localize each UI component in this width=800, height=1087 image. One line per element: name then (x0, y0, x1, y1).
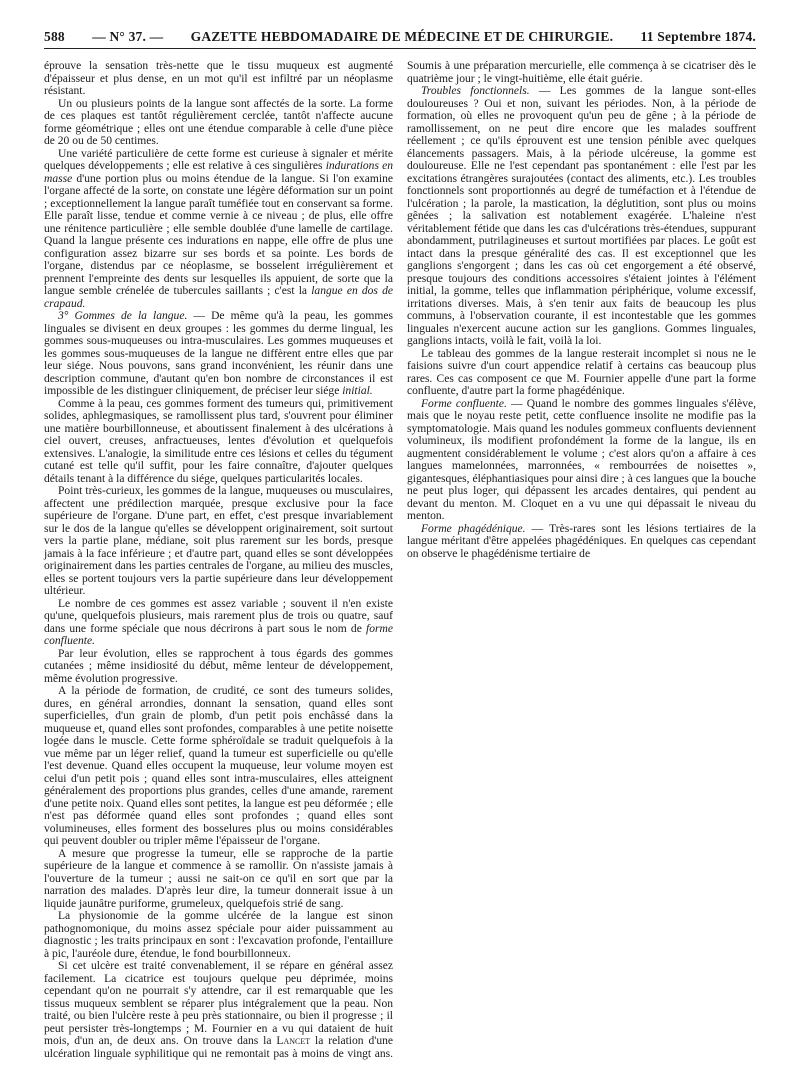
paragraph: Forme confluente. — Quand le nombre des gommes linguales s'élève, mais que le noyau reste petit, cette confluence insolite ne modifie pas la symptomatologie. Mais quand les nodules gommeux confluents deviennent volumineux, ils modifient profondément la forme de la langue, ils en augmentent considérablement le volume ; c'est alors qu'on a affaire à ces langues mamelonnées, marronnées, « rembourrées de noisettes », gigantesques, éléphantiasiques pour ainsi dire ; à ces langues que la bouche ne peut plus loger, qui dépassent les arcades dentaires, qui pendent au devant du menton. M. Cloquet en a vu une qui dépassait le niveau du menton. (407, 397, 756, 522)
section-heading: 3° Gommes de la langue. (58, 310, 188, 322)
article-body (44, 60, 756, 1070)
paragraph: La physionomie de la gomme ulcérée de la langue est sinon pathognomonique, du moins assez spéciale pour aider puissamment au diagnostic ; les traits principaux en sont : l'excavation profonde, l'entaillure à pic, l'auréole dure, étendue, le fond bourbillonneux. (44, 910, 393, 960)
paragraph: Le tableau des gommes de la langue resterait incomplet si nous ne le faisions suivre d'un court appendice relatif à certains cas beaucoup plus rares. Ces cas composent ce que M. Fournier appelle d'une part la forme confluente, d'autre part la forme phagédénique. (407, 347, 756, 397)
header-rule (44, 48, 756, 49)
paragraph: Une variété particulière de cette forme est curieuse à signaler et mérite quelques développements ; elle est relative à ces singulières indurations en masse d'une portion plus ou moins étendue de la langue. Si l'on examine l'organe affecté de la sorte, on constate une légère déformation sur un point ; exceptionnellement la langue paraît tuméfiée tout en conservant sa forme. Elle paraît lisse, tendue et comme vernie à ce niveau ; de plus, elle offre une rénitence particulière ; elle semble doublée d'une lamelle de cartilage. Quand la langue présente ces indurations en nappe, elle offre de plus une configuration assez bizarre sur ses bords et sa pointe. Les bords de l'organe, distendus par ce néoplasme, se bosselent irrégulièrement et prennent l'empreinte des dents sur lesquelles ils appuient, de sorte que la langue semble crénelée de tubercules saillants ; c'est la langue en dos de crapaud. (44, 147, 393, 310)
section-heading: Forme phagédénique. (421, 522, 526, 535)
paragraph: A mesure que progresse la tumeur, elle se rapproche de la partie supérieure de la langue et commence à se ramollir. On n'assiste jamais à l'ouverture de la tumeur ; aussi ne sait-on ce qu'il en sort que par la narration des malades. D'après leur dire, la tumeur donnerait issue à un liquide jaunâtre puriforme, grumeleux, quelquefois strié de sang. (44, 847, 393, 910)
journal-title: GAZETTE HEBDOMADAIRE DE MÉDECINE ET DE CHIRURGIE. (190, 29, 614, 44)
paragraph: 3° Gommes de la langue. — De même qu'à la peau, les gommes linguales se divisent en deux groupes : les gommes du derme lingual, les gommes sous-muqueuses ou intra-musculaires. Les gommes muqueuses et les gommes sous-muqueuses de la langue ne diffèrent entre elles que par leur siége. Nous pouvons, sans grand inconvénient, les réunir dans une description commune, d'autant qu'en bon nombre de circonstances il est impossible de les distinguer cliniquement, de préciser leur siége initial. (44, 310, 393, 397)
issue-number: — N° 37. — (92, 29, 164, 44)
paragraph: Un ou plusieurs points de la langue sont affectés de la sorte. La forme de ces plaques est tantôt régulièrement cerclée, tantôt n'affecte aucune forme géométrique ; elles ont une étendue comparable à celle d'une pièce de 20 ou de 50 centimes. (44, 97, 393, 147)
page-number: 588 (44, 29, 65, 44)
running-header (44, 27, 756, 47)
issue-date: 11 Septembre 1874. (640, 29, 756, 44)
paragraph: A la période de formation, de crudité, ce sont des tumeurs solides, dures, en général arrondies, donnant la sensation, quand elles sont superficielles, d'un grain de plomb, d'un petit pois enchâssé dans la muqueuse et, quand elles sont profondes, comparables à une petite noisette logée dans le muscle. Cette forme sphéroïdale se traduit quelquefois à la vue même par un léger relief, quand la tumeur est superficielle ou qu'elle l'est devenue. Quand elles occupent la muqueuse, leur volume moyen est celui d'un petit pois ; quand elles sont intra-musculaires, elles atteignent généralement des proportions plus grandes, celles d'une amande, rarement d'une petite noix. Quand elles sont petites, la langue est peu déformée ; elle n'est pas déformée quand elles sont profondes ; quand elles sont volumineuses, elles forment des bosselures plus ou moins considérables qui peuvent doubler ou tripler même l'épaisseur de l'organe. (44, 685, 393, 847)
paragraph: Si cet ulcère est traité convenablement, il se répare en général assez facilement. La cicatrice est toujours quelque peu déprimée, moins cependant qu'on ne pourrait s'y attendre, car il est remarquable que les tissus muqueux semblent se réparer plus intégralement que la peau. Non traité, ou bien l'ulcère reste à peu près stationnaire, ou bien il progresse ; il peut persister très-longtemps ; M. Fournier en a vu qui dataient de huit mois, d'un an, de deux ans. On trouve dans la Lancet la relation d'une ulcération linguale syphilitique qui ne remontait pas à moins de vingt ans. Soumis à une préparation mercurielle, elle commença à se cicatriser dès le quatrième jour ; le vingt-huitième, elle était guérie. (44, 60, 756, 1060)
paragraph: Le nombre de ces gommes est assez variable ; souvent il n'en existe qu'une, quelquefois plusieurs, mais rarement plus de trois ou quatre, sauf dans une forme spéciale que nous décrirons à part sous le nom de forme confluente. (44, 597, 393, 647)
section-heading: Troubles fonctionnels. (421, 85, 530, 97)
paragraph: Point très-curieux, les gommes de la langue, muqueuses ou musculaires, affectent une prédilection marquée, presque exclusive pour la face supérieure de l'organe. D'une part, en effet, c'est presque invariablement sur le dos de la langue qu'elles se développent originairement, soit surtout vers la partie plane, médiane, soit plus rarement sur les bords, presque jamais à la face inférieure ; et d'autre part, quand elles se sont développées originairement dans les parties centrales de l'organe, au milieu des muscles, elles se portent toujours vers la partie supérieure dans leur développement ultérieur. (44, 485, 393, 597)
paragraph: Forme phagédénique. — Très-rares sont les lésions tertiaires de la langue méritant d'être appelées phagédéniques. En quelques cas cependant on observe le phagédénisme tertiaire de (407, 522, 756, 560)
paragraph: Troubles fonctionnels. — Les gommes de la langue sont-elles douloureuses ? Oui et non, suivant les périodes. Non, à la période de formation, où elles ne provoquent qu'un peu de gêne ; à la période de ramollissement, on ne peut dire encore que les malades souffrent réellement ; ce qu'ils éprouvent est une tension pénible avec quelques élancements passagers. Mais, à la période ulcéreuse, la gomme est douloureuse. Elle ne l'est cependant pas spontanément : elle l'est par les excitations étrangères surajoutées (contact des aliments, etc.). Les troubles fonctionnels sont proportionnés au degré de tuméfaction et à l'étendue de l'ulcération ; la parole, la mastication, la déglutition, sont plus ou moins gênées ; la salivation est notablement exagérée. L'haleine n'est véritablement fétide que dans les cas d'ulcérations très-étendues, suppurant abondamment, putrilagineuses et surtout mortifiées par places. Le goût est intact dans la presque généralité des cas. Il est exceptionnel que les ganglions s'engorgent ; dans les cas où cet engorgement a été observé, presque toujours des conditions accessoires s'étaient jointes à l'élément initial, la gomme, telles que inflammation périphérique, volume excessif, irritations diverses. Mais, à s'en tenir aux faits de beaucoup les plus communs, à l'observation courante, il est incontestable que les gommes linguales n'exercent aucune action sur les ganglions. Gommes linguales, ganglions intacts, voilà le fait, voilà la loi. (407, 85, 756, 347)
paragraph: Comme à la peau, ces gommes forment des tumeurs qui, primitivement solides, aphlegmasiques, se ramollissent plus tard, s'ouvrent pour éliminer une matière bourbillonneuse, et aboutissent finalement à des ulcérations à ciel ouvert, creuses, anfractueuses, lentes d'évolution et quelquefois extensives. L'analogie, la similitude entre ces lésions et celles du tégument cutané est telle qu'il suffit, pour les faire connaître, d'ajouter quelques détails tenant à la différence du siége, quelques particularités locales. (44, 397, 393, 485)
section-heading: Forme confluente. (421, 397, 507, 410)
paragraph: Par leur évolution, elles se rapprochent à tous égards des gommes cutanées ; même insidiosité du début, même lenteur de développement, même évolution progressive. (44, 647, 393, 685)
paragraph: éprouve la sensation très-nette que le tissu muqueux est augmenté d'épaisseur et plus dense, en un mot qu'il est infiltré par un néoplasme résistant. (44, 60, 393, 97)
